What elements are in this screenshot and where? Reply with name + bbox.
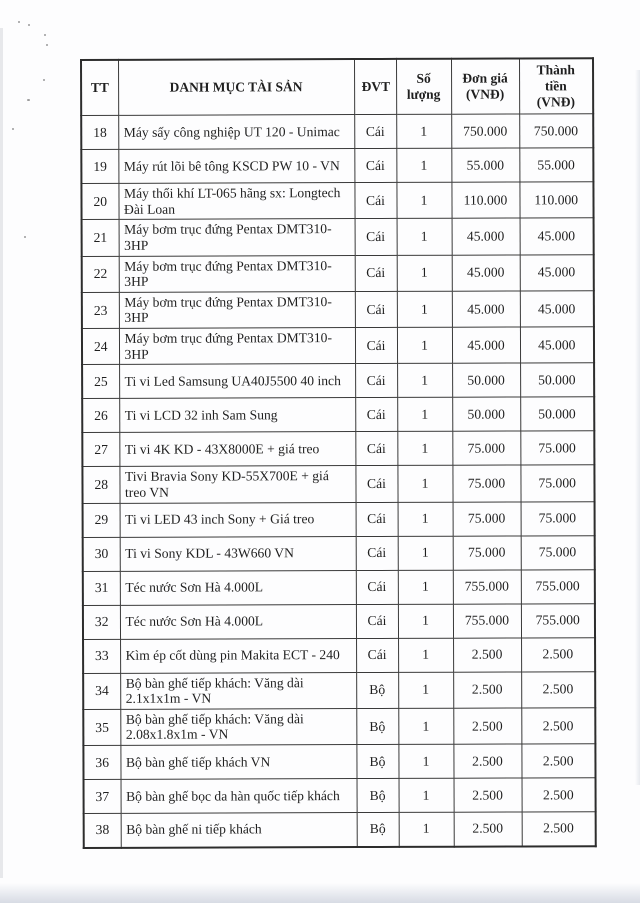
- header-unit-price: Đơn giá (VNĐ): [451, 58, 519, 114]
- asset-name: Ti vi Led Samsung UA40J5500 40 inch: [119, 364, 355, 399]
- asset-total: 45.000: [520, 327, 594, 364]
- row-number: 18: [81, 115, 118, 149]
- row-number: 30: [83, 537, 120, 571]
- scan-edge-bottom: [0, 883, 640, 903]
- asset-total: 50.000: [520, 397, 594, 431]
- asset-quantity: 1: [398, 502, 453, 536]
- asset-name: Máy bơm trục đứng Pentax DMT310-3HP: [119, 255, 355, 292]
- asset-unit: Cái: [355, 466, 397, 502]
- asset-name: Máy sấy công nghiệp UT 120 - Unimac: [118, 115, 354, 150]
- asset-total: 50.000: [520, 363, 594, 397]
- asset-total: 755.000: [521, 603, 595, 637]
- table-row: [82, 254, 594, 292]
- header-total: Thành tiền (VNĐ): [519, 58, 593, 114]
- table-row: [82, 397, 594, 433]
- table-row: [82, 327, 594, 365]
- asset-unit: Bộ: [356, 744, 398, 778]
- asset-quantity: 1: [398, 744, 453, 778]
- asset-unit: Cái: [355, 364, 397, 398]
- asset-total: 75.000: [521, 501, 595, 535]
- table-row: [82, 363, 594, 399]
- asset-unit-price: 75.000: [452, 431, 520, 465]
- asset-quantity: 1: [397, 255, 452, 291]
- table-header-row: [81, 58, 593, 115]
- row-number: 35: [83, 709, 120, 745]
- asset-unit: Cái: [356, 604, 398, 638]
- asset-name: Tivi Bravia Sony KD-55X700E + giá treo VN: [119, 466, 355, 503]
- asset-quantity: 1: [397, 397, 452, 431]
- row-number: 25: [82, 365, 119, 399]
- asset-name: Ti vi Sony KDL - 43W660 VN: [120, 536, 356, 571]
- asset-total: 75.000: [521, 535, 595, 569]
- asset-total: 45.000: [520, 254, 594, 291]
- scan-speck: [43, 79, 45, 81]
- asset-unit-price: 75.000: [453, 535, 521, 569]
- asset-unit-price: 45.000: [452, 291, 520, 327]
- asset-table-container: [80, 57, 597, 848]
- table-row: [83, 569, 595, 605]
- asset-quantity: 1: [397, 363, 452, 397]
- row-number: 26: [82, 399, 119, 433]
- asset-name: Téc nước Sơn Hà 4.000L: [120, 570, 356, 605]
- table-row: [81, 182, 593, 220]
- row-number: 34: [83, 673, 120, 709]
- asset-name: Bộ bàn ghế tiếp khách VN: [120, 745, 356, 780]
- scan-speck: [12, 128, 14, 130]
- asset-unit-price: 110.000: [451, 182, 519, 218]
- asset-total: 750.000: [519, 114, 593, 148]
- asset-total: 45.000: [520, 218, 594, 255]
- asset-quantity: 1: [397, 465, 452, 501]
- asset-unit-price: 2.500: [454, 812, 522, 846]
- asset-quantity: 1: [397, 327, 452, 363]
- asset-unit: Cái: [356, 638, 398, 672]
- asset-unit-price: 2.500: [453, 744, 521, 778]
- row-number: 20: [81, 183, 118, 219]
- header-asset-name: DANH MỤC TÀI SẢN: [118, 59, 354, 115]
- asset-name: Máy bơm trục đứng Pentax DMT310-3HP: [119, 328, 355, 365]
- asset-total: 55.000: [519, 148, 593, 182]
- asset-name: Máy bơm trục đứng Pentax DMT310-3HP: [119, 219, 355, 256]
- asset-unit-price: 50.000: [452, 363, 520, 397]
- scan-speck: [27, 99, 30, 101]
- asset-unit: Bộ: [356, 672, 398, 708]
- table-row: [82, 431, 594, 467]
- asset-unit-price: 2.500: [454, 778, 522, 812]
- header-tt: TT: [81, 60, 118, 116]
- asset-quantity: 1: [397, 431, 452, 465]
- asset-quantity: 1: [398, 672, 453, 708]
- asset-quantity: 1: [398, 708, 453, 744]
- asset-quantity: 1: [396, 148, 451, 182]
- table-row: [82, 290, 594, 328]
- asset-name: Téc nước Sơn Hà 4.000L: [120, 604, 356, 639]
- table-row: [83, 501, 595, 537]
- table-row: [84, 812, 596, 848]
- table-row: [82, 465, 594, 503]
- asset-total: 2.500: [522, 778, 596, 812]
- row-number: 33: [83, 639, 120, 673]
- asset-unit-price: 75.000: [452, 465, 520, 501]
- asset-quantity: 1: [397, 291, 452, 327]
- asset-unit-price: 2.500: [453, 708, 521, 744]
- scan-speck: [44, 34, 46, 36]
- asset-name: Ti vi LED 43 inch Sony + Giá treo: [120, 502, 356, 537]
- asset-unit: Cái: [354, 114, 396, 148]
- table-row: [83, 671, 595, 709]
- asset-unit-price: 755.000: [453, 603, 521, 637]
- row-number: 37: [84, 779, 121, 813]
- scan-speck: [18, 21, 20, 23]
- asset-unit-price: 45.000: [452, 254, 520, 290]
- header-quantity: Số lượng: [396, 59, 451, 115]
- asset-unit-price: 45.000: [452, 327, 520, 363]
- asset-unit: Cái: [355, 291, 397, 327]
- asset-quantity: 1: [396, 182, 451, 218]
- row-number: 22: [82, 256, 119, 292]
- row-number: 19: [81, 149, 118, 183]
- asset-unit-price: 755.000: [453, 569, 521, 603]
- asset-unit: Cái: [355, 327, 397, 363]
- asset-quantity: 1: [397, 218, 452, 254]
- asset-name: Kìm ép cốt dùng pin Makita ECT - 240: [120, 638, 356, 673]
- row-number: 38: [84, 813, 121, 847]
- row-number: 21: [82, 220, 119, 256]
- asset-quantity: 1: [398, 604, 453, 638]
- asset-unit: Cái: [356, 502, 398, 536]
- asset-total: 2.500: [522, 812, 596, 846]
- asset-total: 2.500: [521, 637, 595, 671]
- table-row: [83, 603, 595, 639]
- table-row: [81, 114, 593, 150]
- asset-quantity: 1: [398, 638, 453, 672]
- row-number: 29: [83, 503, 120, 537]
- scan-edge-left: [0, 28, 3, 878]
- asset-name: Ti vi 4K KD - 43X8000E + giá treo: [119, 432, 355, 467]
- asset-quantity: 1: [398, 536, 453, 570]
- asset-total: 75.000: [520, 431, 594, 465]
- asset-unit: Cái: [355, 432, 397, 466]
- asset-name: Bộ bàn ghế bọc da hàn quốc tiếp khách: [121, 779, 357, 814]
- asset-unit-price: 2.500: [453, 637, 521, 671]
- asset-unit: Cái: [356, 570, 398, 604]
- asset-unit-price: 55.000: [451, 148, 519, 182]
- asset-quantity: 1: [399, 778, 454, 812]
- asset-name: Máy rút lõi bê tông KSCD PW 10 - VN: [118, 149, 354, 184]
- asset-total: 2.500: [521, 671, 595, 708]
- asset-total: 755.000: [521, 569, 595, 603]
- table-row: [81, 148, 593, 184]
- asset-unit: Cái: [355, 398, 397, 432]
- asset-quantity: 1: [396, 114, 451, 148]
- asset-unit-price: 750.000: [451, 114, 519, 148]
- asset-unit-price: 2.500: [453, 671, 521, 707]
- asset-unit: Cái: [356, 536, 398, 570]
- table-row: [82, 218, 594, 256]
- asset-total: 2.500: [521, 744, 595, 778]
- table-row: [83, 744, 595, 780]
- scan-speck: [24, 236, 26, 238]
- header-unit: ĐVT: [354, 59, 396, 115]
- row-number: 24: [82, 328, 119, 364]
- asset-unit: Cái: [354, 148, 396, 182]
- asset-unit-price: 50.000: [452, 397, 520, 431]
- table-row: [84, 778, 596, 814]
- scan-edge-right: [635, 70, 640, 785]
- row-number: 32: [83, 605, 120, 639]
- asset-total: 75.000: [520, 465, 594, 502]
- asset-name: Bộ bàn ghế ni tiếp khách: [121, 813, 357, 848]
- asset-quantity: 1: [399, 812, 454, 846]
- asset-unit: Bộ: [356, 708, 398, 744]
- asset-unit: Cái: [355, 219, 397, 255]
- asset-total: 110.000: [519, 182, 593, 219]
- table-body: [81, 114, 596, 848]
- asset-unit: Bộ: [357, 812, 399, 846]
- asset-name: Máy thổi khí LT-065 hãng sx: Longtech Đài Loan: [118, 183, 354, 220]
- asset-unit: Cái: [354, 182, 396, 218]
- asset-unit: Bộ: [357, 778, 399, 812]
- asset-quantity: 1: [398, 570, 453, 604]
- table-row: [83, 535, 595, 571]
- row-number: 31: [83, 571, 120, 605]
- scan-speck: [28, 24, 30, 26]
- table-row: [83, 637, 595, 673]
- row-number: 36: [83, 745, 120, 779]
- asset-total: 2.500: [521, 707, 595, 744]
- asset-unit: Cái: [355, 255, 397, 291]
- asset-total: 45.000: [520, 290, 594, 327]
- asset-unit-price: 75.000: [453, 501, 521, 535]
- asset-name: Bộ bàn ghế tiếp khách: Văng dài 2.1x1x1m - VN: [120, 672, 356, 709]
- asset-unit-price: 45.000: [452, 218, 520, 254]
- asset-name: Bộ bàn ghế tiếp khách: Văng dài 2.08x1.8x1m - VN: [120, 708, 356, 745]
- asset-name: Máy bơm trục đứng Pentax DMT310-3HP: [119, 291, 355, 328]
- table-row: [83, 707, 595, 745]
- row-number: 28: [82, 467, 119, 503]
- row-number: 27: [82, 433, 119, 467]
- asset-table: [80, 57, 597, 848]
- row-number: 23: [82, 292, 119, 328]
- asset-name: Ti vi LCD 32 inh Sam Sung: [119, 398, 355, 433]
- scan-speck: [46, 44, 48, 46]
